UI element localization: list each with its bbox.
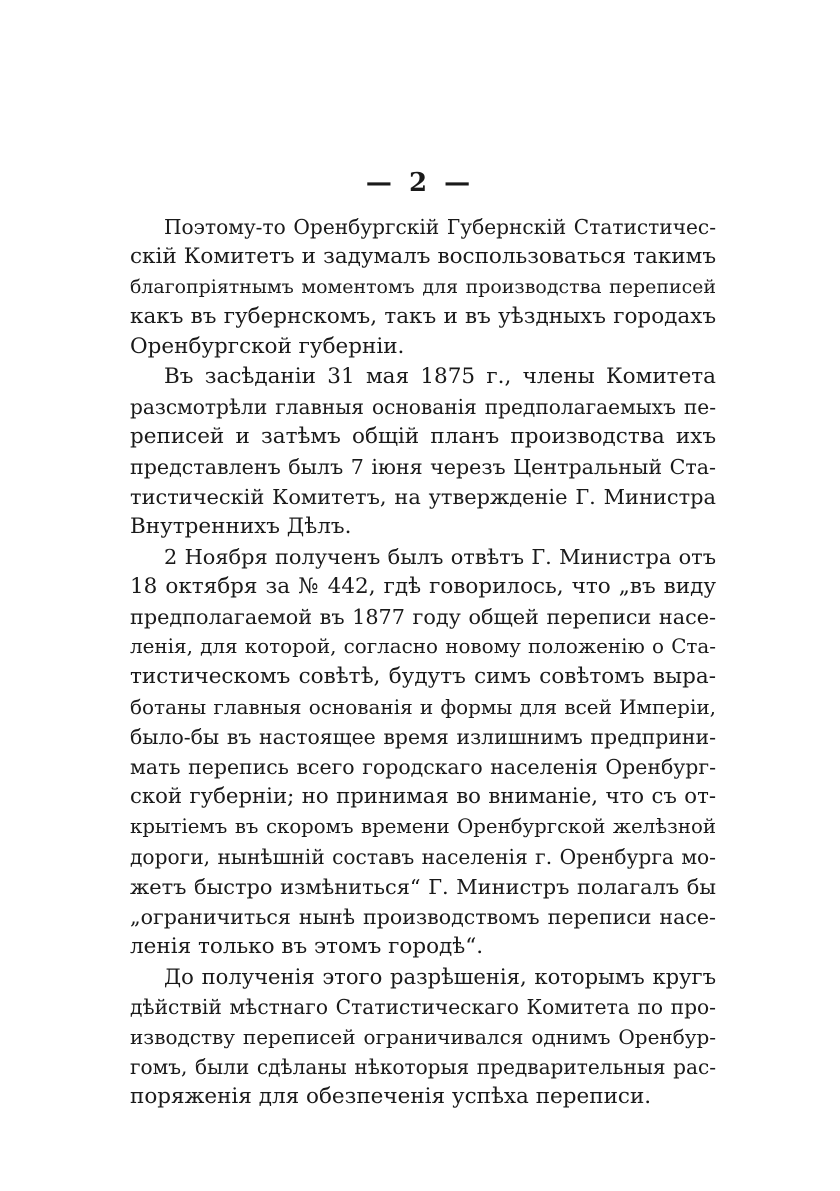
text-line: Внутреннихъ Дѣлъ. bbox=[130, 514, 352, 539]
text-line: Оренбургской губерніи. bbox=[130, 334, 405, 359]
text-line: дѣйствій мѣстнаго Статистическаго Комитета по про- bbox=[130, 995, 716, 1019]
text-line: благопріятнымъ моментомъ для производства переписей bbox=[130, 276, 716, 298]
text-line: какъ въ губернскомъ, такъ и въ уѣздныхъ городахъ bbox=[130, 304, 716, 329]
paragraph-1 bbox=[130, 212, 716, 362]
text-line: тистическомъ совѣтѣ, будутъ симъ совѣтомъ выра- bbox=[130, 664, 716, 689]
text-line: Поэтому-то Оренбургскій Губернскій Статистичес- bbox=[164, 215, 716, 239]
text-line: гомъ, были сдѣланы нѣкоторыя предварительныя рас- bbox=[130, 1055, 716, 1079]
text-line: 2 Ноября полученъ былъ отвѣтъ Г. Министра отъ bbox=[164, 545, 716, 569]
text-line: поряженія для обезпеченія успѣха переписи. bbox=[130, 1084, 652, 1109]
text-line: крытіемъ въ скоромъ времени Оренбургской желѣзной bbox=[130, 815, 716, 838]
text-line: жетъ быстро измѣниться“ Г. Министръ полагалъ бы bbox=[130, 875, 716, 899]
text-line: тистическій Комитетъ, на утвержденіе Г. Министра bbox=[130, 485, 716, 509]
paragraph-4 bbox=[130, 962, 716, 1112]
text-line: „ограничиться нынѣ производствомъ переписи насе- bbox=[130, 905, 716, 929]
paragraph-3 bbox=[130, 542, 716, 962]
text-line: ботаны главныя основанія и формы для всей Имперіи, bbox=[130, 695, 716, 719]
page-number: — 2 — bbox=[365, 168, 475, 198]
text-line: До полученія этого разрѣшенія, которымъ кругъ bbox=[164, 964, 716, 989]
text-line: представленъ былъ 7 іюня черезъ Центральный Ста- bbox=[130, 455, 716, 479]
text-line: ленія, для которой, согласно новому положенію о Ста- bbox=[130, 635, 716, 658]
text-line: Въ засѣданіи 31 мая 1875 г., члены Комитета bbox=[164, 364, 716, 389]
text-line: разсмотрѣли главныя основанія предполагаемыхъ пе- bbox=[130, 395, 716, 419]
text-line: предполагаемой въ 1877 году общей переписи насе- bbox=[130, 605, 716, 629]
text-line: изводству переписей ограничивался однимъ Оренбур- bbox=[130, 1025, 716, 1049]
text-line: ленія только въ этомъ городѣ“. bbox=[130, 934, 484, 959]
text-line: 18 октября за № 442, гдѣ говорилось, что „въ виду bbox=[130, 574, 716, 599]
text-line: дороги, нынѣшній составъ населенія г. Оренбурга мо- bbox=[130, 845, 716, 869]
paragraph-2 bbox=[130, 362, 716, 542]
text-line: реписей и затѣмъ общій планъ производства ихъ bbox=[130, 424, 716, 449]
text-line: было-бы въ настоящее время излишнимъ предприни- bbox=[130, 725, 716, 749]
body-text bbox=[130, 212, 716, 1112]
text-line: ской губерніи; но принимая во вниманіе, что съ от- bbox=[130, 784, 716, 809]
text-line: скій Комитетъ и задумалъ воспользоваться такимъ bbox=[130, 244, 716, 269]
text-line: мать перепись всего городскаго населенія Оренбург- bbox=[130, 755, 716, 779]
